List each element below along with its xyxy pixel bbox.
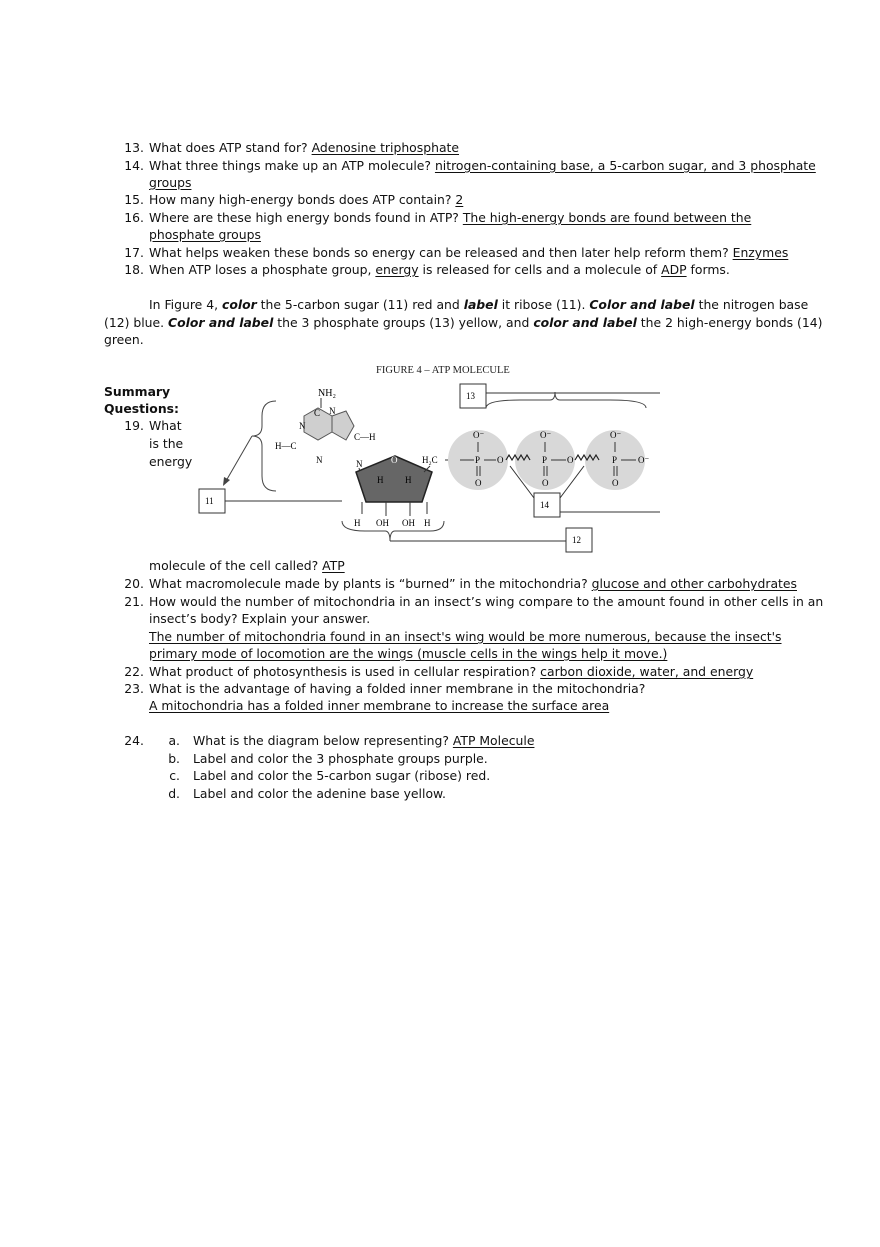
- question-text: What does ATP stand for?: [149, 140, 312, 155]
- atom-label: H: [405, 475, 412, 485]
- atom-label: O⁻: [540, 430, 552, 440]
- answer-text-cont: primary mode of locomotion are the wings (muscle cells in the wings help it move.): [149, 646, 668, 661]
- instruction-text: the 3 phosphate groups (13) yellow, and: [273, 315, 534, 330]
- answer-text-cont: groups: [149, 175, 192, 190]
- atom-label: O⁻: [473, 430, 485, 440]
- atom-label: H: [424, 518, 431, 528]
- instruction-emphasis: Color and label: [589, 297, 695, 312]
- question-text: Where are these high energy bonds found in ATP?: [149, 210, 463, 225]
- answer-text: The high-energy bonds are found between the: [462, 210, 752, 225]
- instruction-emphasis: color: [221, 297, 257, 312]
- atom-label: H: [354, 518, 361, 528]
- atom-label: O⁻: [610, 430, 622, 440]
- answer-text: ADP: [661, 262, 687, 277]
- instruction-emphasis: label: [463, 297, 498, 312]
- atom-label: N: [299, 421, 306, 431]
- label-box-13-text: 13: [466, 391, 475, 401]
- answer-text: energy: [375, 262, 419, 277]
- answer-text: glucose and other carbohydrates: [591, 576, 797, 591]
- atom-label: O: [542, 478, 549, 488]
- question-number: 15.: [124, 192, 144, 207]
- atom-label: C—H: [354, 432, 376, 442]
- question-text: is the: [149, 436, 184, 451]
- instruction-emphasis: Color and label: [168, 315, 274, 330]
- question-text: What helps weaken these bonds so energy can be released and then later help reform them?: [149, 245, 733, 260]
- sub-item-text: Label and color the adenine base yellow.: [193, 786, 446, 801]
- answer-text: Adenosine triphosphate: [311, 140, 460, 155]
- atom-label: H—C: [275, 441, 297, 451]
- question-text: energy: [149, 454, 193, 469]
- instruction-text: In Figure 4,: [149, 297, 222, 312]
- arrow-head: [223, 477, 230, 486]
- atom-label: N: [316, 455, 323, 465]
- question-number: 20.: [124, 576, 144, 591]
- question-number: 16.: [124, 210, 144, 225]
- atom-label: O⁻: [638, 455, 650, 465]
- atom-label: O: [612, 478, 619, 488]
- atom-label: N: [356, 459, 363, 469]
- atom-label: O: [567, 455, 574, 465]
- atom-label: H₂C: [422, 455, 438, 465]
- label-box-11-text: 11: [205, 496, 214, 506]
- instruction-text: green.: [104, 332, 144, 347]
- atom-label: P: [542, 455, 548, 465]
- answer-text: carbon dioxide, water, and energy: [540, 664, 754, 679]
- atom-label: O: [391, 455, 398, 465]
- atom-label: OH: [402, 518, 415, 528]
- question-text-cont: insect’s body? Explain your answer.: [149, 611, 371, 626]
- question-number: 22.: [124, 664, 144, 679]
- answer-text: 2: [455, 192, 464, 207]
- sub-item-letter: d.: [168, 786, 180, 801]
- question-number: 19.: [124, 418, 144, 433]
- sub-item-letter: a.: [168, 733, 180, 748]
- instruction-text: the nitrogen base: [694, 297, 809, 312]
- instruction-text: (12) blue.: [104, 315, 169, 330]
- question-number: 24.: [124, 733, 144, 748]
- atom-label: OH: [376, 518, 389, 528]
- sub-item-text: Label and color the 3 phosphate groups purple.: [193, 751, 488, 766]
- question-text: What macromolecule made by plants is “burned” in the mitochondria?: [149, 576, 592, 591]
- answer-text: ATP: [322, 558, 345, 573]
- question-number: 21.: [124, 594, 144, 609]
- atom-label: H: [377, 475, 384, 485]
- answer-text: nitrogen-containing base, a 5-carbon sugar, and 3 phosphate: [434, 158, 816, 173]
- atom-label: C: [314, 408, 321, 418]
- atom-label: O: [497, 455, 504, 465]
- instruction-text: it ribose (11).: [497, 297, 590, 312]
- answer-text: A mitochondria has a folded inner membrane to increase the surface area: [149, 698, 610, 713]
- question-number: 18.: [124, 262, 144, 277]
- question-text: What: [149, 418, 182, 433]
- sub-item-letter: c.: [169, 768, 180, 783]
- question-text: How many high-energy bonds does ATP contain?: [149, 192, 456, 207]
- instruction-text: the 2 high-energy bonds (14): [636, 315, 823, 330]
- instruction-emphasis: color and label: [533, 315, 637, 330]
- label-box-12-text: 12: [572, 535, 581, 545]
- question-text: forms.: [686, 262, 730, 277]
- nh2-label: NH₂: [318, 388, 336, 399]
- label-box-14-text: 14: [540, 500, 549, 510]
- answer-text-cont: phosphate groups: [149, 227, 261, 242]
- question-text: is released for cells and a molecule of: [418, 262, 662, 277]
- question-text: When ATP loses a phosphate group,: [149, 262, 376, 277]
- answer-text: The number of mitochondria found in an insect's wing would be more numerous, because the insect's: [149, 629, 782, 644]
- atom-label: P: [612, 455, 618, 465]
- atp-molecule-figure: [190, 356, 670, 556]
- question-number: 17.: [124, 245, 144, 260]
- summary-heading: Summary: [104, 384, 171, 399]
- answer-text: Enzymes: [732, 245, 789, 260]
- atom-label: N: [329, 406, 336, 416]
- question-text: How would the number of mitochondria in an insect’s wing compare to the amount found in other cells in an: [149, 594, 824, 609]
- phosphate-brace: [486, 392, 646, 408]
- question-text: What three things make up an ATP molecule?: [149, 158, 435, 173]
- atom-label: O: [475, 478, 482, 488]
- instruction-text: the 5-carbon sugar (11) red and: [256, 297, 464, 312]
- question-text: molecule of the cell called?: [149, 558, 323, 573]
- answer-text: ATP Molecule: [452, 733, 535, 748]
- sub-item-text: What is the diagram below representing?: [193, 733, 453, 748]
- sub-item-letter: b.: [168, 751, 180, 766]
- pointer-line: [226, 436, 252, 481]
- question-text: What product of photosynthesis is used in cellular respiration?: [149, 664, 541, 679]
- question-text: What is the advantage of having a folded inner membrane in the mitochondria?: [149, 681, 646, 696]
- sub-item-text: Label and color the 5-carbon sugar (ribose) red.: [193, 768, 491, 783]
- atom-label: P: [475, 455, 481, 465]
- question-number: 13.: [124, 140, 144, 155]
- base-brace: [252, 401, 276, 491]
- question-number: 23.: [124, 681, 144, 696]
- question-number: 14.: [124, 158, 144, 173]
- summary-heading-2: Questions:: [104, 401, 179, 416]
- figure-title: FIGURE 4 – ATP MOLECULE: [376, 365, 510, 376]
